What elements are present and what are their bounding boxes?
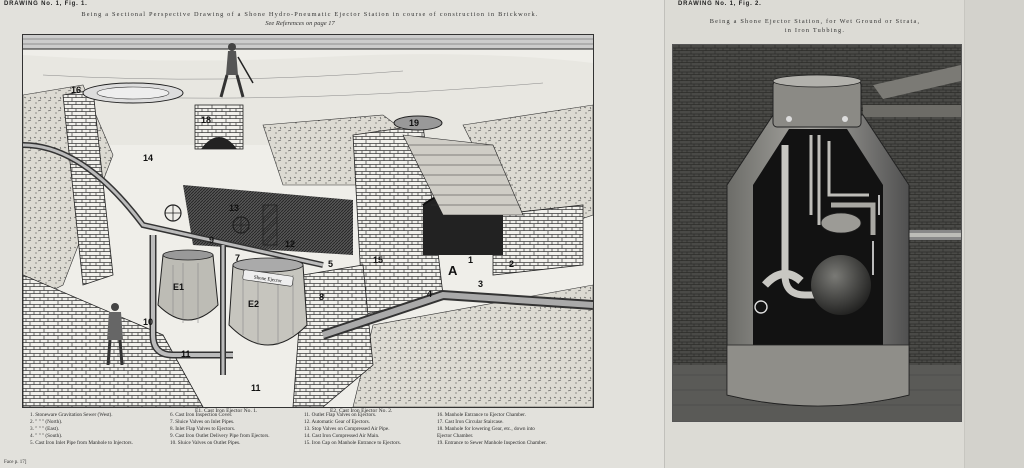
legend-item: 4. " " " (South). (30, 433, 63, 440)
brick-wall-right (493, 205, 583, 275)
fold-line (664, 0, 665, 468)
legend-item: 6. Cast Iron Inspection Cover. (170, 412, 233, 418)
callout-13: 13 (229, 203, 240, 213)
legend-item: 19. Entrance to Sewer Manhole Inspection Chamber. (437, 440, 547, 447)
callout-19: 19 (409, 118, 420, 128)
callout-16: 16 (71, 85, 82, 95)
ejector-station-photo-svg (673, 45, 961, 421)
callout-18: 18 (201, 115, 212, 125)
left-plate-subtitle: See References on page 17 (265, 20, 335, 27)
air-receiver (821, 213, 861, 233)
legend-item: 5. Cast Iron Inlet Pipe from Manhole to Injectors. (30, 440, 133, 447)
callout-e2: E2 (248, 299, 260, 309)
page-reference-note: Face p. 17] (4, 460, 27, 465)
callout-e1: E1 (173, 282, 185, 292)
right-plate-title-line2: in Iron Tubbing. (784, 27, 846, 34)
callout-4: 4 (427, 289, 433, 299)
legend-item: 13. Stop Valves on Compressed Air Pipe. (304, 426, 390, 433)
callout-11: 11 (181, 349, 191, 359)
legend-column-4 (437, 412, 547, 447)
sectional-drawing-svg (23, 35, 593, 407)
callout-12: 12 (285, 239, 296, 249)
legend-heading-e2: E2. Cast Iron Ejector No. 2. (330, 408, 393, 414)
ejector-plate-text: Shone Ejector (253, 275, 283, 285)
legend-column-1 (30, 412, 133, 447)
legend-item: 7. Sluice Valves on Inlet Pipes. (170, 419, 235, 426)
legend-item: Ejector Chamber. (437, 433, 474, 440)
legend-item: 2. " " " (North). (30, 419, 63, 426)
ejector-e2 (229, 258, 307, 345)
automatic-gear (263, 205, 277, 245)
ejector-e1 (158, 250, 218, 323)
callout-15: 15 (373, 255, 384, 265)
legend-item: 3. " " " (East). (30, 426, 60, 433)
ejector-sphere (811, 255, 871, 315)
callout-7: 7 (235, 253, 241, 263)
legend-item: 8. Inlet Flap Valves to Ejectors. (170, 426, 236, 433)
page-edge-strip (964, 0, 1024, 468)
legend-heading-e1: E1. Cast Iron Ejector No. 1. (195, 408, 258, 414)
callout-11b: 11 (251, 383, 261, 393)
legend-item: 18. Manhole for lowering Gear, etc., down into (437, 426, 535, 433)
callout-8: 8 (319, 292, 325, 302)
legend-item: 9. Cast Iron Outlet Delivery Pipe from Ejectors. (170, 433, 270, 440)
sectional-drawing (22, 34, 594, 408)
right-drawing-label: DRAWING No. 1, Fig. 2. (678, 1, 762, 7)
legend-column-3 (304, 412, 401, 447)
legend-item: 1. Stoneware Gravitation Sewer (West). (30, 412, 113, 418)
legend-item: 10. Sluice Valves on Outlet Pipes. (170, 440, 241, 447)
legend-column-2 (170, 412, 270, 447)
left-drawing-label: DRAWING No. 1, Fig. 1. (4, 1, 88, 7)
ejector-station-photo (672, 44, 962, 422)
callout-5: 5 (328, 259, 334, 269)
right-plate-title-line1: Being a Shone Ejector Station, for Wet Ground or Strata, (709, 18, 921, 25)
callout-a: A (448, 263, 458, 278)
fence-strip (23, 35, 593, 49)
legend-item: 12. Automatic Gear of Ejectors. (304, 419, 370, 426)
callout-10: 10 (143, 317, 154, 327)
legend-item: 16. Manhole Entrance to Ejector Chamber. (437, 412, 526, 418)
legend-item: 14. Cast Iron Compressed Air Main. (304, 433, 380, 440)
callout-1: 1 (468, 255, 474, 265)
callout-3: 3 (478, 279, 484, 289)
callout-9: 9 (209, 235, 215, 245)
callout-14: 14 (143, 153, 154, 163)
legend-item: 15. Iron Cap on Manhole Entrance to Ejectors. (304, 440, 401, 447)
housing-top-dome (773, 81, 861, 127)
legend-item: 17. Cast Iron Circular Staircase. (437, 419, 504, 426)
legend-item: 11. Outlet Flap Valves on Ejectors. (304, 412, 377, 418)
housing-base (727, 345, 909, 406)
left-plate-title: Being a Sectional Perspective Drawing of a Shone Hydro-Pneumatic Ejector Station in course of construction in Brickwork. (81, 11, 539, 18)
callout-2: 2 (509, 259, 515, 269)
